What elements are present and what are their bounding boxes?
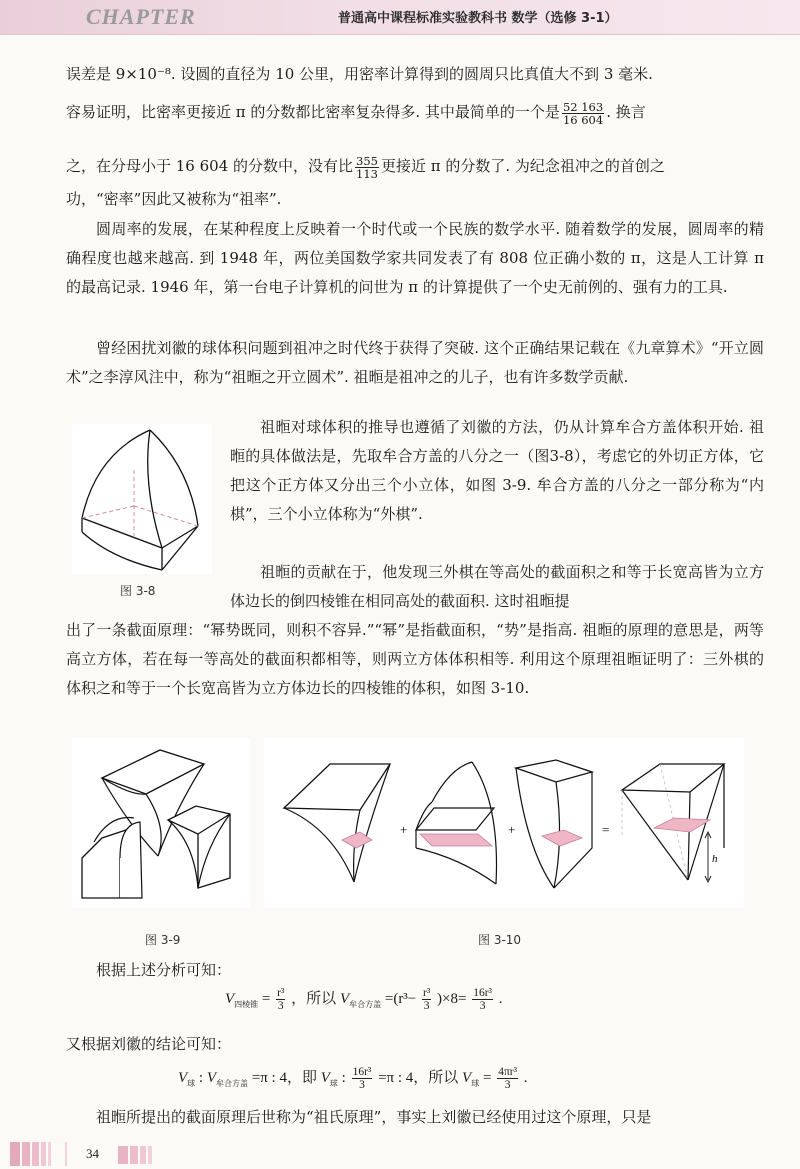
fraction-355-113 [355, 155, 379, 180]
subscript: 牟合方盖 [216, 1079, 249, 1088]
text-run: )×8= [437, 991, 467, 1007]
denominator: 3 [504, 1079, 511, 1092]
text-run: =π : 4，所以 [378, 1070, 463, 1086]
text-run: 更接近 π 的分数了. 为纪念祖冲之的首创之 [380, 157, 665, 175]
denominator: 3 [423, 1000, 430, 1013]
outer-pieces-sum-equals-pyramid-illustration [264, 738, 744, 908]
text-run: =π : 4，即 [251, 1070, 321, 1086]
fraction [497, 1066, 518, 1091]
paragraph-1-line-3 [66, 152, 764, 181]
page-header [0, 0, 800, 35]
analysis-label: 根据上述分析可知： [96, 961, 232, 979]
inverted-pyramid [622, 764, 724, 882]
fraction [472, 987, 493, 1012]
outer-piece-3 [516, 760, 592, 888]
equals-sign: = [602, 822, 610, 837]
fraction-52163-16604 [562, 101, 604, 126]
var-v: V [320, 1070, 330, 1086]
figure-3-8 [72, 424, 212, 574]
var-v: V [225, 991, 235, 1007]
text-run: = [482, 1070, 492, 1086]
chapter-label: CHAPTER [86, 4, 196, 29]
sphere-volume-equation [178, 1066, 528, 1091]
fraction [422, 987, 431, 1012]
closing-paragraph: 祖暅所提出的截面原理后世称为“祖氏原理”，事实上刘徽已经使用过这个原理，只是 [96, 1108, 652, 1126]
text-run: . 换言 [606, 103, 646, 121]
numerator: 16r³ [352, 1066, 372, 1079]
subscript: 球 [187, 1079, 196, 1088]
denominator: 3 [479, 1000, 486, 1013]
figure-3-9 [72, 738, 250, 908]
text-run: ，所以 [291, 991, 340, 1007]
numerator: 4πr³ [498, 1066, 518, 1079]
height-label: h [712, 853, 718, 865]
subscript: 牟合方盖 [349, 1000, 382, 1009]
denominator: 3 [359, 1079, 365, 1092]
plus-sign-1: + [400, 822, 408, 837]
liuhui-conclusion-label: 又根据刘徽的结论可知： [66, 1035, 232, 1053]
var-v: V [178, 1070, 188, 1086]
figure-3-10-caption: 图 3-10 [478, 933, 522, 947]
figure-3-10 [264, 738, 744, 908]
numerator: r³ [423, 987, 431, 1000]
three-outer-pieces-illustration [72, 738, 250, 908]
plus-sign-2: + [508, 822, 516, 837]
text-run: : [341, 1070, 350, 1086]
denominator: 3 [277, 1000, 284, 1013]
var-v: V [462, 1070, 472, 1086]
fraction [352, 1066, 373, 1091]
fraction-denominator: 16 604 [562, 112, 604, 127]
figure-3-8-caption: 图 3-8 [120, 584, 156, 598]
text-run: =(r³− [384, 991, 417, 1007]
paragraph-1-line-1: 误差是 9×10⁻⁸. 设圆的直径为 10 公里，用密率计算得到的圆周只比真值大不到 3 毫米. [66, 65, 653, 83]
outer-piece-2 [416, 762, 497, 884]
footer-decoration [0, 1138, 800, 1169]
text-run: . [498, 991, 503, 1007]
page-number: 34 [86, 1146, 99, 1161]
text-run: . [523, 1070, 528, 1086]
figure-3-9-caption: 图 3-9 [145, 933, 181, 947]
fraction-numerator: 355 [356, 153, 378, 168]
subscript: 球 [329, 1079, 338, 1088]
octant-steinmetz-illustration [72, 424, 212, 574]
paragraph-2: 圆周率的发展，在某种程度上反映着一个时代或一个民族的数学水平. 随着数学的发展，圆周率的精确程度也越来越高. 到 1948 年，两位美国数学家共同发表了有 808 位正确小数的 π，这是人工计算 π 的最高记录. 1946 年，第一台电子计算机的问世为 π 的计算提供了一个史无前例的、强有力的工具. [66, 220, 764, 296]
paragraph-5-rest: 出了一条截面原理：“幂势既同，则积不容异.”“幂”是指截面积，“势”是指高. 祖暅的原理的意思是，两等高立方体，若在每一等高处的截面积都相等，则两立方体体积相等. 利用这个原理祖暅证明了：三外棋的体积之和等于一个长宽高皆为立方体边长的四棱锥的体积，如图 3-10. [66, 621, 764, 697]
text-run: : [198, 1070, 207, 1086]
paragraph-1-line-2 [66, 98, 764, 127]
book-title: 普通高中课程标准实验教科书 数学（选修 3-1） [338, 11, 618, 26]
paragraph-4: 祖暅对球体积的推导也遵循了刘徽的方法，仍从计算牟合方盖体积开始. 祖暅的具体做法是，先取牟合方盖的八分之一（图3-8），考虑它的外切正方体，它把这个正方体又分出三个小立体，如图 3-9. 牟合方盖的八分之一部分称为“内棋”，三个小立体称为“外棋”. [230, 418, 764, 523]
numerator: 16r³ [473, 987, 492, 1000]
paragraph-1-line-4: 功，“密率”因此又被称为“祖率”. [66, 190, 282, 208]
paragraph-5-start: 祖暅的贡献在于，他发现三外棋在等高处的截面积之和等于长宽高皆为立方体边长的倒四棱锥在相同高处的截面积. 这时祖暅提 [230, 563, 764, 610]
var-v: V [339, 991, 350, 1007]
text-run: 容易证明，比密率更接近 π 的分数都比密率复杂得多. 其中最简单的一个是 [66, 103, 560, 121]
fraction [276, 987, 285, 1012]
paragraph-3: 曾经困扰刘徽的球体积问题到祖冲之时代终于获得了突破. 这个正确结果记载在《九章算术》“开立圆术”之李淳风注中，称为“祖暅之开立圆术”. 祖暅是祖冲之的儿子，也有许多数学贡献. [66, 339, 764, 386]
outer-piece-1 [284, 764, 390, 882]
subscript: 球 [471, 1079, 480, 1088]
numerator: r³ [277, 987, 285, 1000]
pyramid-volume-equation [225, 987, 503, 1012]
fraction-numerator: 52 163 [562, 99, 604, 114]
text-run: 之，在分母小于 16 604 的分数中，没有比 [66, 157, 354, 175]
subscript: 四棱锥 [234, 1000, 259, 1009]
eq-sign: = [261, 991, 271, 1007]
var-v: V [206, 1070, 217, 1086]
fraction-denominator: 113 [356, 166, 378, 181]
